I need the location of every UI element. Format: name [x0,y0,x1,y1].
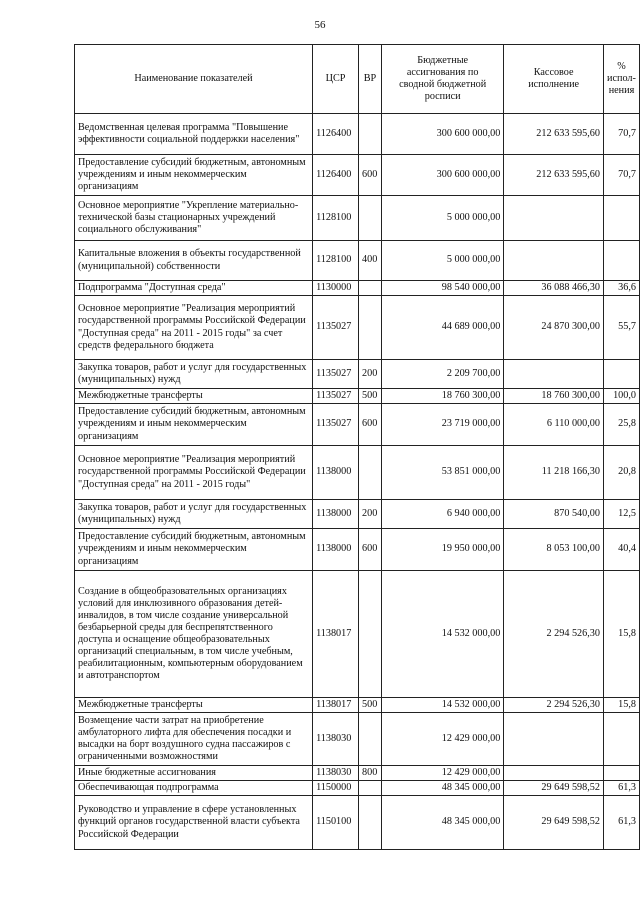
row-cash [504,766,604,781]
row-vr [359,796,382,850]
row-name: Основное мероприятие "Реализация мероприятий государственной программы Российской Федерации "Доступная среда" на 2011 - 2015 годы" за счет средств федерального бюджета [75,296,313,360]
row-budget: 98 540 000,00 [381,281,503,296]
row-percent: 20,8 [603,446,639,500]
header-cash: Кассовое исполнение [504,45,604,114]
row-cash [504,713,604,766]
row-percent: 15,8 [603,698,639,713]
row-percent: 25,8 [603,404,639,446]
row-vr [359,446,382,500]
row-cash: 29 649 598,52 [504,781,604,796]
row-cash [504,196,604,241]
row-csr: 1150100 [313,796,359,850]
row-budget: 12 429 000,00 [381,713,503,766]
table-row [75,404,640,446]
row-name: Межбюджетные трансферты [75,389,313,404]
table-row [75,360,640,389]
row-percent: 61,3 [603,781,639,796]
row-budget: 19 950 000,00 [381,529,503,571]
row-percent: 40,4 [603,529,639,571]
row-name: Межбюджетные трансферты [75,698,313,713]
row-budget: 53 851 000,00 [381,446,503,500]
table-row [75,698,640,713]
row-cash: 2 294 526,30 [504,698,604,713]
table-row [75,196,640,241]
row-percent: 61,3 [603,796,639,850]
row-budget: 18 760 300,00 [381,389,503,404]
row-cash: 212 633 595,60 [504,155,604,196]
row-name: Возмещение части затрат на приобретение амбулаторного лифта для обеспечения посадки и высадки на борт воздушного судна пассажиров с ограниченными возможностями [75,713,313,766]
row-csr: 1138030 [313,766,359,781]
row-cash: 11 218 166,30 [504,446,604,500]
row-percent: 12,5 [603,500,639,529]
row-csr: 1130000 [313,281,359,296]
table-header-row [75,45,640,114]
row-name: Основное мероприятие "Реализация мероприятий государственной программы Российской Федерации "Доступная среда" на 2011 - 2015 годы" [75,446,313,500]
row-csr: 1135027 [313,404,359,446]
row-cash: 6 110 000,00 [504,404,604,446]
row-cash: 24 870 300,00 [504,296,604,360]
row-budget: 14 532 000,00 [381,571,503,698]
row-vr: 500 [359,389,382,404]
table-body [75,114,640,850]
row-percent: 70,7 [603,155,639,196]
header-csr: ЦСР [313,45,359,114]
row-vr [359,281,382,296]
budget-execution-table [74,44,640,850]
table-row [75,500,640,529]
table-row [75,781,640,796]
row-csr: 1138017 [313,698,359,713]
row-vr: 200 [359,500,382,529]
row-percent [603,196,639,241]
row-vr [359,713,382,766]
table-row [75,529,640,571]
header-vr: ВР [359,45,382,114]
header-name: Наименование показателей [75,45,313,114]
table-row [75,571,640,698]
row-vr [359,781,382,796]
row-csr: 1138000 [313,446,359,500]
row-csr: 1135027 [313,360,359,389]
row-csr: 1138030 [313,713,359,766]
row-name: Предоставление субсидий бюджетным, автономным учреждениям и иным некоммерческим организациям [75,529,313,571]
row-percent: 100,0 [603,389,639,404]
row-vr: 400 [359,241,382,281]
row-budget: 12 429 000,00 [381,766,503,781]
row-name: Основное мероприятие "Укрепление материально-технической базы стационарных учреждений социального обслуживания" [75,196,313,241]
row-cash: 2 294 526,30 [504,571,604,698]
row-cash: 870 540,00 [504,500,604,529]
row-name: Иные бюджетные ассигнования [75,766,313,781]
row-budget: 6 940 000,00 [381,500,503,529]
row-csr: 1135027 [313,296,359,360]
row-budget: 14 532 000,00 [381,698,503,713]
table-row [75,446,640,500]
row-vr [359,296,382,360]
row-vr: 500 [359,698,382,713]
row-csr: 1128100 [313,241,359,281]
table-row [75,389,640,404]
row-cash: 29 649 598,52 [504,796,604,850]
row-vr: 600 [359,404,382,446]
row-budget: 2 209 700,00 [381,360,503,389]
row-percent [603,360,639,389]
row-vr [359,114,382,155]
row-name: Создание в общеобразовательных организациях условий для инклюзивного образования детей-инвалидов, в том числе создание универсальной безбарьерной среды для беспрепятственного доступа и оснащение общеобразовательных организаций специальным, в том числе учебным, реабилитационным, компьютерным оборудованием и автотранспортом [75,571,313,698]
row-budget: 300 600 000,00 [381,114,503,155]
row-vr: 600 [359,155,382,196]
row-name: Предоставление субсидий бюджетным, автономным учреждениям и иным некоммерческим организациям [75,155,313,196]
table-row [75,796,640,850]
row-csr: 1135027 [313,389,359,404]
row-cash: 36 088 466,30 [504,281,604,296]
row-csr: 1138017 [313,571,359,698]
row-cash [504,241,604,281]
row-vr: 800 [359,766,382,781]
row-percent [603,713,639,766]
table-row [75,713,640,766]
row-vr [359,571,382,698]
row-percent: 36,6 [603,281,639,296]
row-name: Предоставление субсидий бюджетным, автономным учреждениям и иным некоммерческим организациям [75,404,313,446]
row-name: Закупка товаров, работ и услуг для государственных (муниципальных) нужд [75,500,313,529]
row-cash: 8 053 100,00 [504,529,604,571]
table-row [75,241,640,281]
row-cash [504,360,604,389]
row-budget: 48 345 000,00 [381,781,503,796]
table-row [75,296,640,360]
row-percent [603,241,639,281]
page-number: 56 [314,19,326,31]
row-name: Подпрограмма "Доступная среда" [75,281,313,296]
row-name: Ведомственная целевая программа "Повышение эффективности социальной поддержки населения" [75,114,313,155]
row-budget: 5 000 000,00 [381,241,503,281]
row-csr: 1150000 [313,781,359,796]
row-vr: 200 [359,360,382,389]
row-cash: 18 760 300,00 [504,389,604,404]
row-budget: 300 600 000,00 [381,155,503,196]
table-row [75,114,640,155]
row-csr: 1126400 [313,114,359,155]
row-csr: 1138000 [313,500,359,529]
row-budget: 5 000 000,00 [381,196,503,241]
row-name: Руководство и управление в сфере установленных функций органов государственной власти субъекта Российской Федерации [75,796,313,850]
row-csr: 1126400 [313,155,359,196]
row-vr [359,196,382,241]
row-percent: 70,7 [603,114,639,155]
table-row [75,155,640,196]
row-name: Закупка товаров, работ и услуг для государственных (муниципальных) нужд [75,360,313,389]
row-name: Капитальные вложения в объекты государственной (муниципальной) собственности [75,241,313,281]
table-row [75,766,640,781]
row-budget: 23 719 000,00 [381,404,503,446]
header-budget: Бюджетные ассигнования по сводной бюджетной росписи [381,45,503,114]
header-percent: % испол-нения [603,45,639,114]
row-csr: 1128100 [313,196,359,241]
row-percent [603,766,639,781]
row-percent: 15,8 [603,571,639,698]
row-budget: 44 689 000,00 [381,296,503,360]
table-row [75,281,640,296]
row-percent: 55,7 [603,296,639,360]
row-vr: 600 [359,529,382,571]
row-cash: 212 633 595,60 [504,114,604,155]
row-name: Обеспечивающая подпрограмма [75,781,313,796]
row-csr: 1138000 [313,529,359,571]
row-budget: 48 345 000,00 [381,796,503,850]
